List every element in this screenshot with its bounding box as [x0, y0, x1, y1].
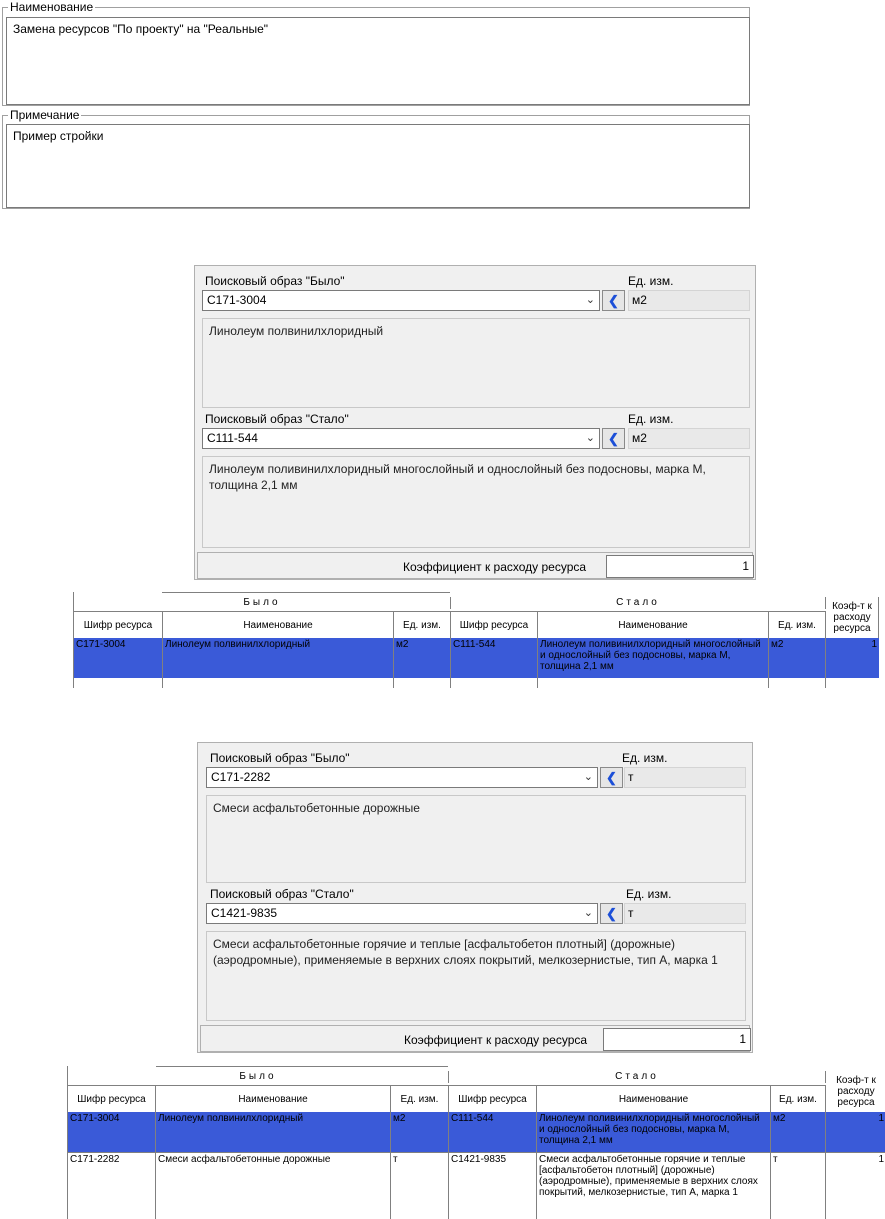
row-before-code: С171-3004	[68, 1112, 156, 1152]
after-unit-field: м2	[628, 428, 750, 449]
replacement-table-1	[73, 592, 878, 688]
before-code-combobox[interactable]	[202, 290, 600, 311]
row-after-code: С111-544	[451, 638, 538, 678]
table-row[interactable]	[74, 638, 879, 678]
chevron-down-icon[interactable]: ⌄	[585, 432, 595, 444]
after-code-value: С1421-9835	[211, 906, 278, 920]
group-header-before: Было	[68, 1071, 449, 1083]
col-header-after-name[interactable]: Наименование	[538, 611, 769, 638]
row-before-name: Линолеум полвинилхлоридный	[163, 638, 394, 678]
arrow-left-icon: ❮	[608, 431, 619, 446]
row-after-code: С111-544	[449, 1112, 537, 1152]
col-header-coef[interactable]: Коэф-т к расходу ресурса	[836, 1075, 876, 1108]
replace-panel-1	[194, 265, 756, 580]
before-unit-label: Ед. изм.	[622, 751, 668, 765]
after-unit-label: Ед. изм.	[626, 887, 672, 901]
before-description: Смеси асфальтобетонные дорожные	[206, 795, 746, 883]
coef-input[interactable]: 1	[603, 1028, 751, 1051]
group-header-after: Стало	[451, 597, 826, 609]
empty-cell	[74, 678, 163, 688]
before-search-label: Поисковый образ "Было"	[205, 274, 345, 288]
coef-row	[200, 1025, 750, 1052]
chevron-down-icon[interactable]: ⌄	[583, 771, 593, 783]
arrow-left-icon: ❮	[608, 293, 619, 308]
before-description: Линолеум полвинилхлоридный	[202, 318, 750, 408]
coef-label: Коэффициент к расходу ресурса	[403, 560, 587, 574]
before-unit-label: Ед. изм.	[628, 274, 674, 288]
after-unit-field: т	[624, 903, 746, 924]
chevron-down-icon[interactable]: ⌄	[585, 294, 595, 306]
after-pick-button[interactable]	[600, 903, 623, 924]
before-unit-field: т	[624, 767, 746, 788]
note-textarea[interactable]: Пример стройки	[6, 124, 750, 208]
row-coef: 1	[871, 639, 877, 650]
group-header-after: Стало	[449, 1071, 826, 1083]
row-after-unit: м2	[771, 1112, 826, 1152]
empty-cell	[394, 678, 451, 688]
after-code-combobox[interactable]	[202, 428, 600, 449]
row-after-unit: м2	[769, 638, 826, 678]
arrow-left-icon: ❮	[606, 906, 617, 921]
after-pick-button[interactable]	[602, 428, 625, 449]
col-header-before-name[interactable]: Наименование	[156, 1085, 391, 1112]
row-after-code: С1421-9835	[449, 1153, 537, 1219]
before-code-value: С171-2282	[211, 770, 271, 784]
col-header-coef[interactable]: Коэф-т к расходу ресурса	[826, 597, 879, 638]
group-header-before: Было	[74, 597, 451, 609]
row-before-unit: т	[391, 1153, 449, 1219]
col-header-before-code[interactable]: Шифр ресурса	[74, 611, 163, 638]
table-row[interactable]	[68, 1153, 885, 1219]
after-search-label: Поисковый образ "Стало"	[210, 887, 354, 901]
row-coef: 1	[878, 1113, 884, 1124]
before-pick-button[interactable]	[600, 767, 623, 788]
arrow-left-icon: ❮	[606, 770, 617, 785]
table-row[interactable]	[68, 1112, 885, 1152]
row-after-name: Смеси асфальтобетонные горячие и теплые [асфальтобетон плотный] (дорожные)(аэродромные), применяемые в верхних слоях покрытий, мелкозернистые, тип А, марка 1	[537, 1153, 771, 1219]
coef-label: Коэффициент к расходу ресурса	[404, 1033, 588, 1047]
empty-cell	[538, 678, 769, 688]
before-unit-field: м2	[628, 290, 750, 311]
after-code-combobox[interactable]	[206, 903, 598, 924]
col-header-before-name[interactable]: Наименование	[163, 611, 394, 638]
before-search-label: Поисковый образ "Было"	[210, 751, 350, 765]
after-search-label: Поисковый образ "Стало"	[205, 412, 349, 426]
col-header-before-unit[interactable]: Ед. изм.	[391, 1085, 449, 1112]
col-header-after-name[interactable]: Наименование	[537, 1085, 771, 1112]
empty-cell	[769, 678, 826, 688]
row-before-unit: м2	[391, 1112, 449, 1152]
empty-cell	[451, 678, 538, 688]
row-after-name: Линолеум поливинилхлоридный многослойный и однослойный без подосновы, марка М, толщина 2,1 мм	[538, 638, 769, 678]
col-header-before-code[interactable]: Шифр ресурса	[68, 1085, 156, 1112]
name-textarea[interactable]: Замена ресурсов "По проекту" на "Реальные"	[6, 17, 750, 105]
col-header-after-unit[interactable]: Ед. изм.	[771, 1085, 826, 1112]
before-pick-button[interactable]	[602, 290, 625, 311]
empty-cell	[163, 678, 394, 688]
row-before-name: Линолеум полвинилхлоридный	[156, 1112, 391, 1152]
row-after-unit: т	[771, 1153, 826, 1219]
after-unit-label: Ед. изм.	[628, 412, 674, 426]
after-code-value: С111-544	[207, 431, 258, 445]
name-label: Наименование	[10, 0, 94, 14]
after-description: Смеси асфальтобетонные горячие и теплые [асфальтобетон плотный] (дорожные) (аэродромные), применяемые в верхних слоях покрытий, мелкозернистые, тип А, марка 1	[206, 931, 746, 1021]
row-after-name: Линолеум поливинилхлоридный многослойный и однослойный без подосновы, марка М, толщина 2,1 мм	[537, 1112, 771, 1152]
row-before-name: Смеси асфальтобетонные дорожные	[156, 1153, 391, 1219]
row-before-unit: м2	[394, 638, 451, 678]
coef-row	[197, 552, 753, 579]
chevron-down-icon[interactable]: ⌄	[583, 907, 593, 919]
note-label: Примечание	[10, 108, 80, 122]
col-header-after-unit[interactable]: Ед. изм.	[769, 611, 826, 638]
replace-panel-2	[197, 742, 753, 1053]
before-code-combobox[interactable]	[206, 767, 598, 788]
col-header-before-unit[interactable]: Ед. изм.	[394, 611, 451, 638]
col-header-after-code[interactable]: Шифр ресурса	[451, 611, 538, 638]
after-description: Линолеум поливинилхлоридный многослойный и однослойный без подосновы, марка М, толщина 2,1 мм	[202, 456, 750, 548]
replacement-table-2	[67, 1066, 885, 1219]
col-header-after-code[interactable]: Шифр ресурса	[449, 1085, 537, 1112]
row-coef: 1	[878, 1154, 884, 1165]
coef-input[interactable]: 1	[606, 555, 754, 578]
row-before-code: С171-2282	[68, 1153, 156, 1219]
before-code-value: С171-3004	[207, 293, 267, 307]
row-before-code: С171-3004	[74, 638, 163, 678]
